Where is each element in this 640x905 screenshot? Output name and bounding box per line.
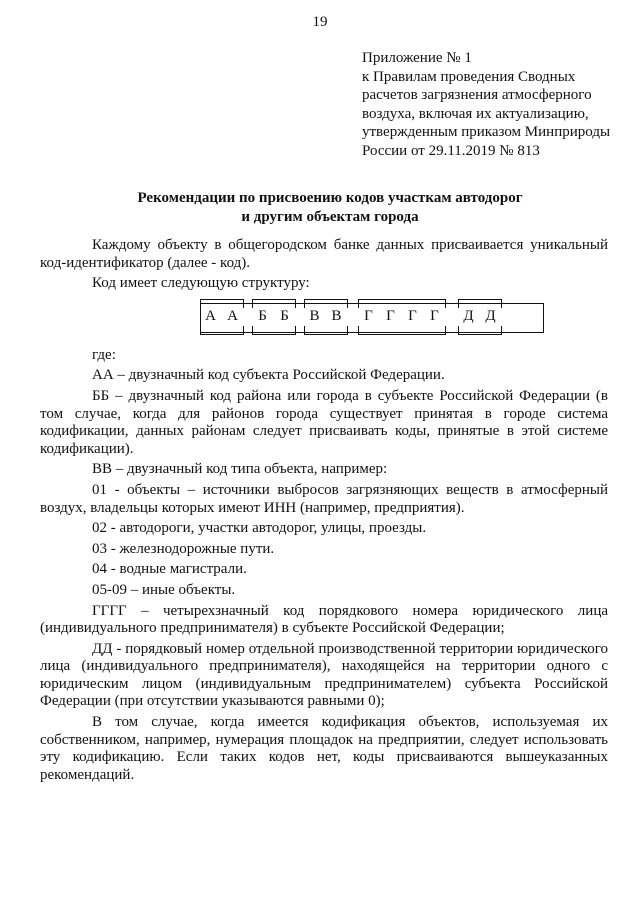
definition-bb: ББ – двузначный код района или города в субъекте Российской Федерации (в том случае, когда для районов города существует принятая в городе система кодификации, данных районам следует присваивать коды, принятые в этой системе кодификации). <box>40 387 608 457</box>
code-structure-diagram <box>40 297 608 343</box>
code-letter: В <box>309 307 321 324</box>
definition-dd: ДД - порядковый номер отдельной производственной территории юридического лица (индивидуального предпринимателя), находящейся на территории одного с юридическим лицом (индивидуальным предпринимателем) субъекта Российской Федерации (при отсутствии указываются равными 0); <box>40 640 608 710</box>
code-group-gggg <box>358 299 446 335</box>
appendix-line: Приложение № 1 <box>362 50 472 66</box>
definition-vv-04: 04 - водные магистрали. <box>92 561 247 578</box>
code-group-dd <box>458 299 502 335</box>
appendix-line: расчетов загрязнения атмосферного <box>362 87 592 104</box>
code-letter: Г <box>386 307 396 324</box>
document-body <box>40 237 608 784</box>
code-letter: Д <box>485 307 497 324</box>
code-group-vv <box>304 299 348 335</box>
definition-aa: АА – двузначный код субъекта Российской Федерации. <box>92 367 445 384</box>
intro-paragraph: Каждому объекту в общегородском банке данных присваивается уникальный код-идентификатор (далее - код). <box>40 237 608 271</box>
code-letter: Д <box>463 307 475 324</box>
appendix-line: к Правилам проведения Сводных <box>362 68 576 85</box>
definition-gggg: ГГГГ – четырехзначный код порядкового номера юридического лица (индивидуального предпринимателя) в субъекте Российской Федерации; <box>40 602 608 637</box>
definition-vv-03: 03 - железнодорожные пути. <box>92 540 275 557</box>
definition-vv-05: 05-09 – иные объекты. <box>92 581 236 598</box>
code-letter: Г <box>430 307 440 324</box>
appendix-header <box>362 49 632 161</box>
code-letter: Б <box>280 307 290 324</box>
appendix-line: утвержденным приказом Минприроды <box>362 124 611 141</box>
definition-vv-02: 02 - автодороги, участки автодорог, улицы, проезды. <box>92 520 427 537</box>
code-group-bb <box>252 299 296 335</box>
code-letter: В <box>331 307 343 324</box>
page-number: 19 <box>312 14 328 30</box>
appendix-line: воздуха, включая их актуализацию, <box>362 105 589 122</box>
title-line-1: Рекомендации по присвоению кодов участкам автодорог <box>137 190 523 206</box>
code-letter: А <box>227 307 239 324</box>
code-letter: А <box>205 307 217 324</box>
structure-intro: Код имеет следующую структуру: <box>92 275 310 292</box>
definition-vv: ВВ – двузначный код типа объекта, например: <box>92 461 388 478</box>
definition-vv-01: 01 - объекты – источники выбросов загрязняющих веществ в атмосферный воздух, владельцы которых имеют ИНН (например, предприятия). <box>40 481 608 516</box>
code-letter: Г <box>408 307 418 324</box>
code-letter: Б <box>258 307 268 324</box>
document-title <box>90 189 570 227</box>
title-line-2: и другим объектам города <box>241 209 419 225</box>
code-letter: Г <box>364 307 374 324</box>
appendix-line: России от 29.11.2019 № 813 <box>362 142 540 159</box>
where-label: где: <box>92 346 116 363</box>
closing-paragraph: В том случае, когда имеется кодификация объектов, используемая их собственником, например, нумерация площадок на предприятии, следует использовать эту кодификацию. Если таких кодов нет, коды присваиваются вышеуказанных рекомендаций. <box>40 714 608 783</box>
code-group-aa <box>200 299 244 335</box>
